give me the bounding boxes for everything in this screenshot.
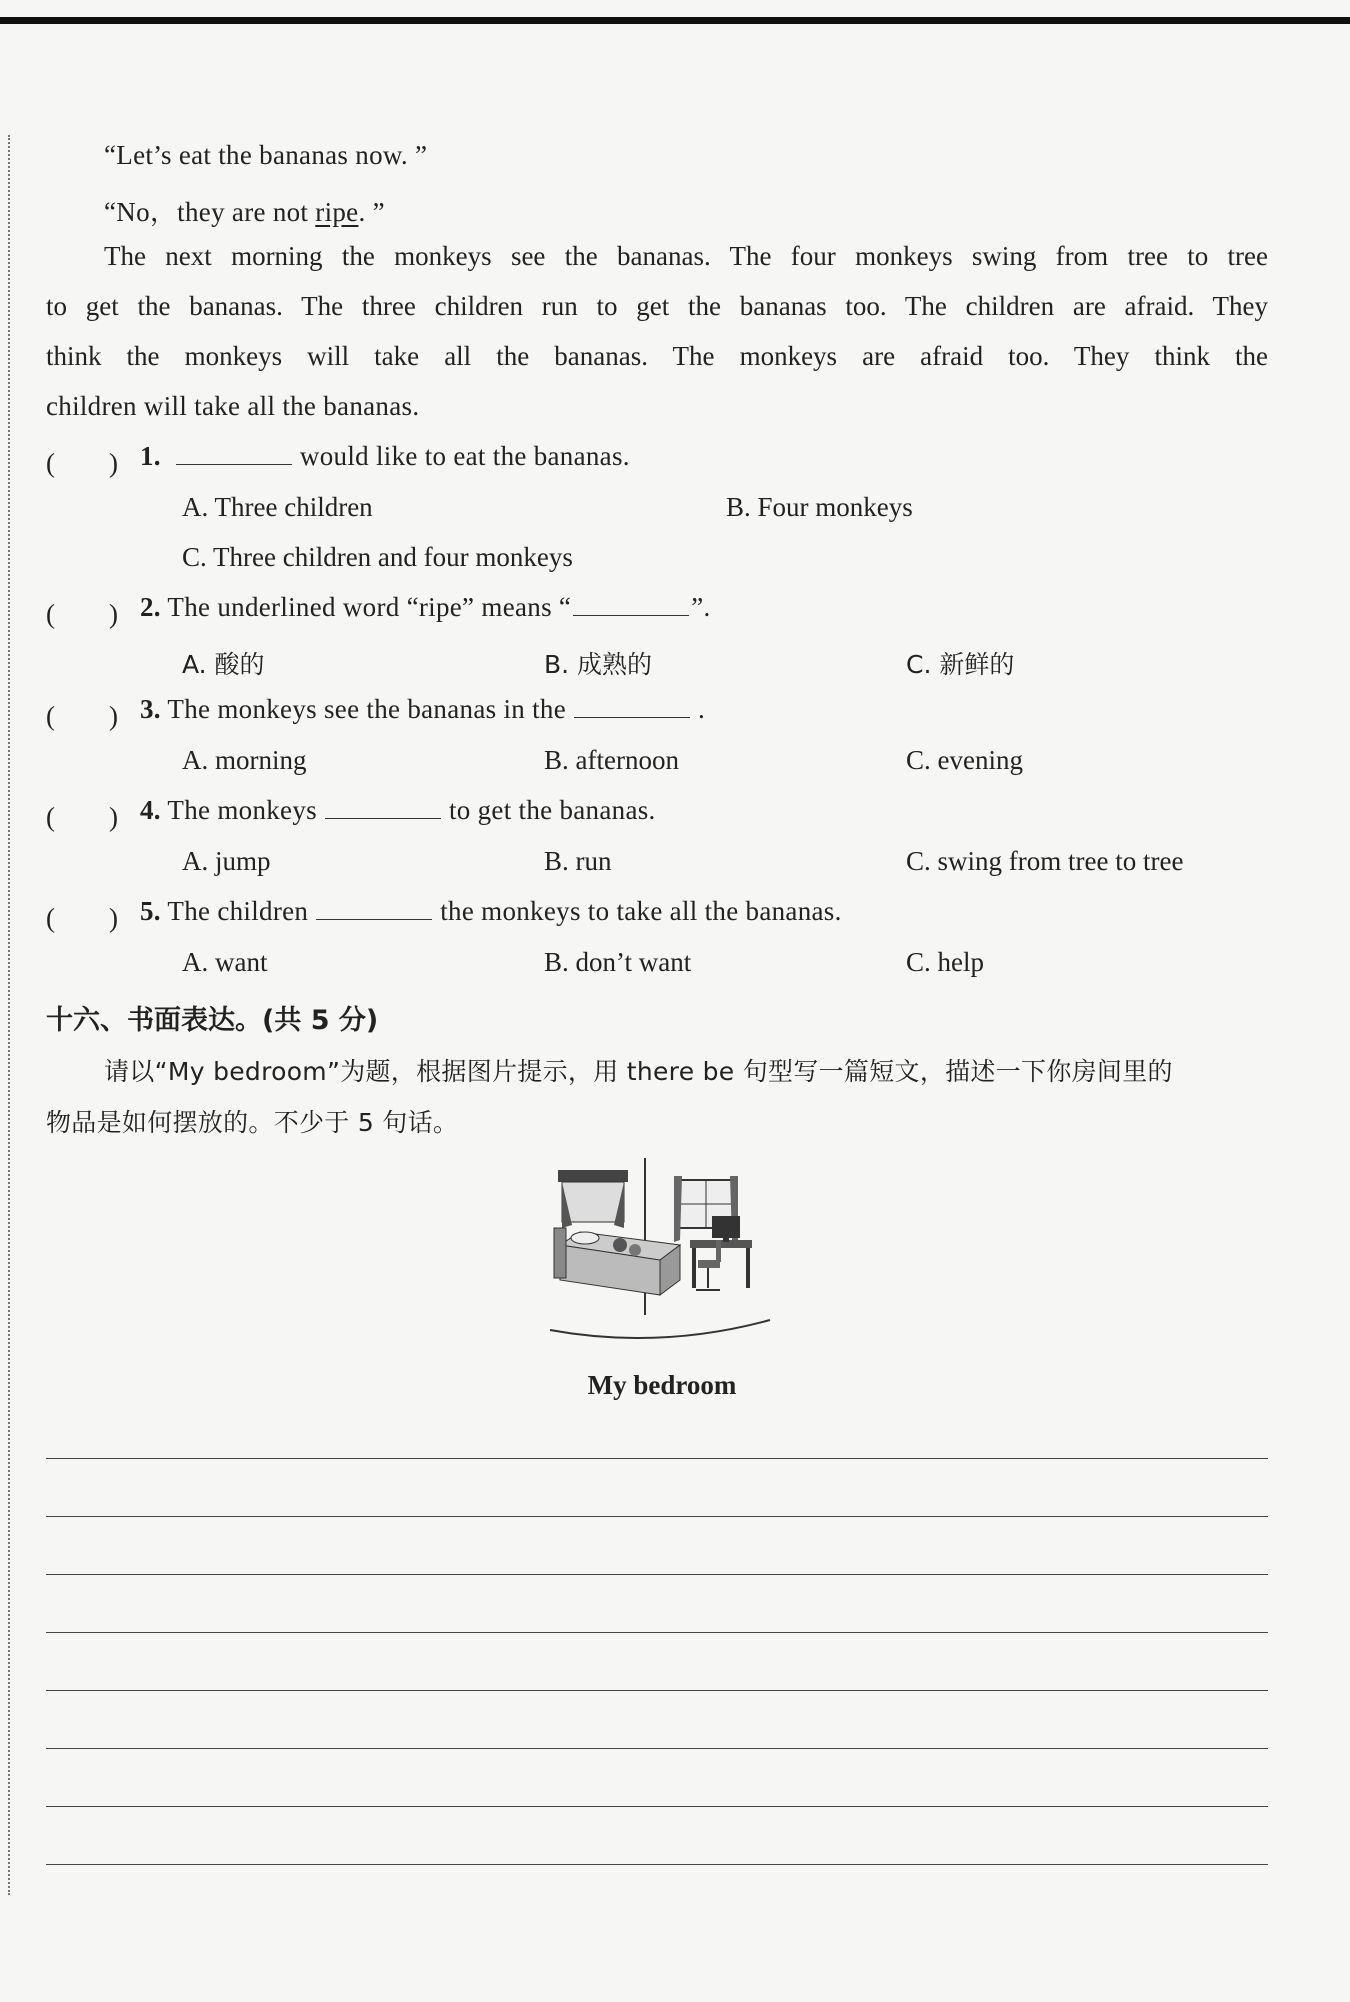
illustration-caption: My bedroom — [587, 1370, 737, 1400]
question-3: 3. The monkeys see the bananas in the . — [140, 694, 706, 724]
q4-option-a: A. jump — [182, 846, 271, 876]
writing-line[interactable] — [46, 1632, 1268, 1633]
passage-line-2: to get the bananas. The three children run to get the bananas too. The children are afraid. They — [46, 291, 1268, 321]
q1-option-a: A. Three children — [182, 492, 373, 522]
writing-instruction-line-2: 物品是如何摆放的。不少于 5 句话。 — [46, 1108, 459, 1137]
q5-option-a: A. want — [182, 947, 268, 977]
answer-paren-4[interactable]: ( ) — [46, 802, 118, 832]
q1-option-b: B. Four monkeys — [726, 492, 913, 522]
writing-line[interactable] — [46, 1748, 1268, 1749]
writing-line[interactable] — [46, 1864, 1268, 1865]
question-4: 4. The monkeys to get the bananas. — [140, 795, 656, 825]
passage-line-3: think the monkeys will take all the bananas. The monkeys are afraid too. They think the — [46, 341, 1268, 371]
q4-option-c: C. swing from tree to tree — [906, 846, 1184, 876]
passage-line-4: children will take all the bananas. — [46, 391, 420, 421]
q3-option-b: B. afternoon — [544, 745, 679, 775]
answer-blank[interactable] — [573, 597, 689, 616]
question-2: 2. The underlined word “ripe” means “ ”. — [140, 592, 711, 622]
dialogue-line-2: “No，they are not ripe. ” — [104, 197, 385, 227]
question-1: 1. would like to eat the bananas. — [140, 441, 630, 471]
q1-option-c: C. Three children and four monkeys — [182, 542, 573, 572]
bedroom-illustration — [540, 1150, 780, 1360]
answer-blank[interactable] — [574, 699, 690, 718]
question-5: 5. The children the monkeys to take all the bananas. — [140, 896, 842, 926]
q2-option-a: A. 酸的 — [182, 650, 265, 679]
answer-blank[interactable] — [176, 446, 292, 465]
answer-paren-5[interactable]: ( ) — [46, 903, 118, 933]
q2-option-b: B. 成熟的 — [544, 650, 653, 679]
writing-line[interactable] — [46, 1574, 1268, 1575]
section-title-writing: 十六、书面表达。(共 5 分) — [46, 1005, 379, 1036]
q4-option-b: B. run — [544, 846, 612, 876]
q5-option-c: C. help — [906, 947, 984, 977]
writing-line[interactable] — [46, 1690, 1268, 1691]
answer-paren-3[interactable]: ( ) — [46, 701, 118, 731]
top-border-rule — [0, 17, 1350, 24]
q5-option-b: B. don’t want — [544, 947, 692, 977]
q2-option-c: C. 新鲜的 — [906, 650, 1015, 679]
answer-paren-2[interactable]: ( ) — [46, 599, 118, 629]
dialogue-line-1: “Let’s eat the bananas now. ” — [104, 140, 428, 170]
q3-option-c: C. evening — [906, 745, 1023, 775]
writing-line[interactable] — [46, 1516, 1268, 1517]
answer-blank[interactable] — [325, 800, 441, 819]
writing-instruction-line-1: 请以“My bedroom”为题，根据图片提示，用 there be 句型写一篇短文，描述一下你房间里的 — [104, 1057, 1173, 1086]
q3-option-a: A. morning — [182, 745, 307, 775]
answer-paren-1[interactable]: ( ) — [46, 448, 118, 478]
passage-line-1: The next morning the monkeys see the bananas. The four monkeys swing from tree to tree — [104, 241, 1268, 271]
writing-line[interactable] — [46, 1806, 1268, 1807]
answer-blank[interactable] — [316, 901, 432, 920]
writing-line[interactable] — [46, 1458, 1268, 1459]
binding-margin-line — [8, 135, 10, 1895]
underlined-word-ripe: ripe — [315, 197, 359, 227]
